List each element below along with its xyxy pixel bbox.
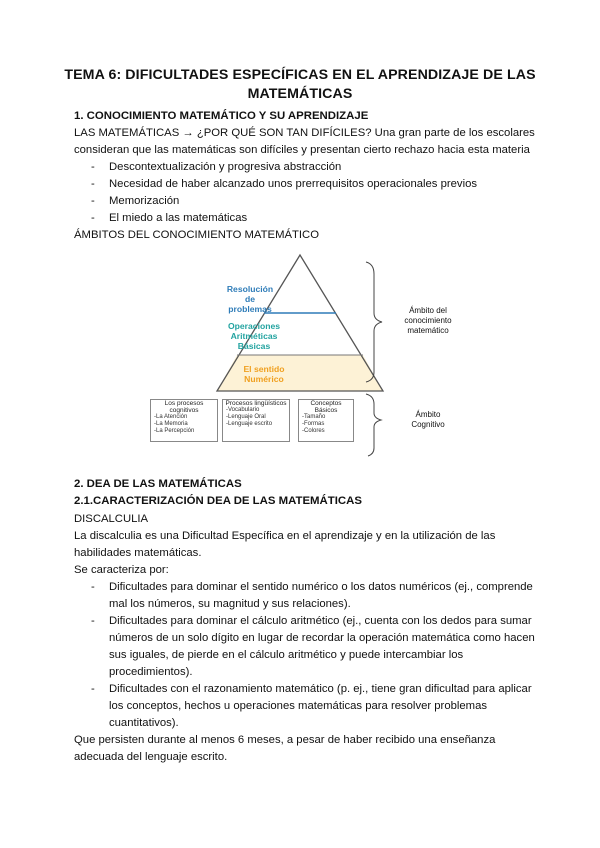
- brace-top: [366, 262, 382, 382]
- definition-line-2: habilidades matemáticas.: [74, 547, 202, 559]
- side-line: Ámbito: [415, 410, 441, 419]
- level-mid-line: Aritméticas: [230, 331, 278, 341]
- box-item: -Formas: [302, 421, 325, 427]
- bullet-line: los conceptos, hechos u operaciones matemáticas para resolver problemas: [109, 700, 488, 712]
- box-title: Procesos lingüísticos: [225, 400, 287, 407]
- level-mid-label: [214, 321, 294, 351]
- box-item: -Lenguaje Oral: [226, 414, 266, 420]
- level-mid-line: Operaciones: [227, 321, 281, 331]
- box-title: Conceptos: [310, 400, 342, 407]
- level-top-line: Resolución: [226, 284, 274, 294]
- ambitos-heading: ÁMBITOS DEL CONOCIMIENTO MATEMÁTICO: [74, 229, 319, 241]
- bullet-item: Memorización: [109, 195, 180, 207]
- box-item: -La Memoria: [154, 421, 188, 427]
- side-label-cognitivo: [388, 410, 468, 430]
- box-item: -Lenguaje escrito: [226, 421, 273, 427]
- bullet-line: sus iguales, de pierde en el cálculo aritmético y puede intercambiar los: [109, 649, 464, 661]
- bullet-dash: -: [91, 581, 95, 593]
- box-item: -Colores: [302, 428, 325, 434]
- side-line: Ámbito del: [409, 306, 447, 315]
- bullet-line: cuantitativos).: [109, 717, 179, 729]
- bullet-line: mal los números, su magnitud y sus relaciones).: [109, 598, 351, 610]
- level-mid-line: Básicas: [237, 341, 271, 351]
- box-item: -La Atención: [154, 414, 188, 420]
- bullet-line: Dificultades con el razonamiento matemático (p. ej., tiene gran dificultad para aplicar: [109, 683, 532, 695]
- side-line: matemático: [407, 326, 449, 335]
- side-label-conocimiento: [388, 306, 468, 336]
- side-line: conocimiento: [404, 316, 452, 325]
- bullet-item: Descontextualización y progresiva abstracción: [109, 161, 342, 173]
- bullet-line: Dificultades para dominar el cálculo aritmético (ej., cuenta con los dedos para sumar: [109, 615, 532, 627]
- bullet-line: números de un solo dígito en lugar de recordar la operación matemática como hacen: [109, 632, 535, 644]
- brace-bottom: [366, 394, 381, 456]
- bullet-dash: -: [91, 161, 95, 173]
- bullet-item: Necesidad de haber alcanzado unos prerrequisitos operacionales previos: [109, 178, 478, 190]
- box-title: cognitivos: [169, 407, 199, 414]
- box-item: -Vocabulario: [226, 407, 260, 413]
- level-bottom-label: [224, 364, 304, 384]
- definition-line-1: La discalculia es una Dificultad Específica en el aprendizaje y en la utilización de las: [74, 530, 496, 542]
- title-line-2: MATEMÁTICAS: [247, 86, 353, 102]
- side-line: Cognitivo: [411, 420, 445, 429]
- level-top-line: de: [244, 294, 256, 304]
- bullet-line: Dificultades para dominar el sentido numérico o los datos numéricos (ej., comprende: [109, 581, 533, 593]
- level-top-label: [220, 284, 280, 314]
- bullet-dash: -: [91, 212, 95, 224]
- box-title: Básicos: [314, 407, 338, 414]
- caracteriza-label: Se caracteriza por:: [74, 564, 169, 576]
- level-bottom-line: Numérico: [244, 374, 284, 384]
- level-top-line: problemas: [228, 304, 272, 314]
- bullet-item: El miedo a las matemáticas: [109, 212, 248, 224]
- title-line-1: TEMA 6: DIFICULTADES ESPECÍFICAS EN EL APRENDIZAJE DE LAS: [64, 67, 536, 83]
- intro-line-1: LAS MATEMÁTICAS → ¿POR QUÉ SON TAN DIFÍCILES? Una gran parte de los escolares: [74, 127, 535, 139]
- box-item: -Tamaño: [302, 414, 326, 420]
- closing-line-1: Que persisten durante al menos 6 meses, a pesar de haber recibido una enseñanza: [74, 734, 496, 746]
- box-procesos-linguisticos: [222, 399, 290, 442]
- bullet-line: procedimientos).: [109, 666, 193, 678]
- term-discalculia: DISCALCULIA: [74, 513, 149, 525]
- intro-line-2: consideran que las matemáticas son difíciles y presentan cierto rechazo hacia esta materia: [74, 144, 530, 156]
- section-1-heading: 1. CONOCIMIENTO MATEMÁTICO Y SU APRENDIZAJE: [74, 110, 369, 122]
- bullet-dash: -: [91, 683, 95, 695]
- bullet-dash: -: [91, 178, 95, 190]
- box-item: -La Percepción: [154, 428, 195, 434]
- bullet-dash: -: [91, 195, 95, 207]
- level-bottom-line: El sentido: [243, 364, 285, 374]
- closing-line-2: adecuada del lenguaje escrito.: [74, 751, 228, 763]
- section-2-1-heading: 2.1.CARACTERIZACIÓN DEA DE LAS MATEMÁTICAS: [74, 495, 362, 507]
- section-2-heading: 2. DEA DE LAS MATEMÁTICAS: [74, 478, 242, 490]
- box-procesos-cognitivos: [150, 399, 218, 442]
- box-title: Los procesos: [164, 400, 204, 407]
- box-conceptos-basicos: [298, 399, 354, 442]
- bullet-dash: -: [91, 615, 95, 627]
